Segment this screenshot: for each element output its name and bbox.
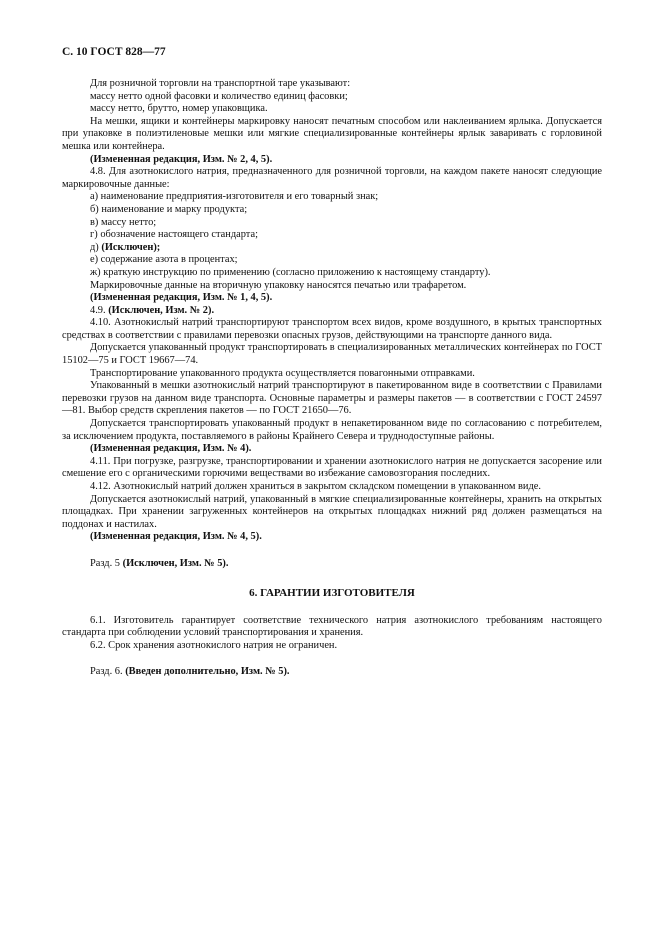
spacer (62, 544, 602, 558)
section-excluded: (Исключен, Изм. № 5). (122, 557, 229, 569)
list-item: г) обозначение настоящего стандарта; (90, 229, 258, 241)
spacer (62, 571, 602, 587)
section-5-note (62, 558, 602, 571)
paragraph: Упакованный в мешки азотнокислый натрий транспортируют в пакетированном виде в соответствии с Правилами перевозки грузов на данном виде транспорта. Основные параметры и размеры пакетов — в соответствии с ГОСТ 24597—81. Выбор средств скрепления пакетов — по ГОСТ 21650—76. (62, 380, 602, 417)
list-item: в) массу нетто; (90, 216, 157, 228)
page-header: С. 10 ГОСТ 828—77 (62, 46, 166, 58)
section-ref: Разд. 6. (90, 666, 123, 678)
document-page (62, 46, 602, 679)
list-item: б) наименование и марку продукта; (90, 203, 248, 215)
section-added: (Введен дополнительно, Изм. № 5). (125, 666, 290, 678)
clause-6-1: 6.1. Изготовитель гарантирует соответствие технического натрия азотнокислого требованиям настоящего стандарта при соблюдении условий транспортирования и хранения. (62, 614, 602, 639)
clause-4-11: 4.11. При погрузке, разгрузке, транспортировании и хранении азотнокислого натрия не допускается засорение или смешение его с органическими горючими веществами во избежание самовозгорания последних. (62, 455, 602, 480)
list-item-excluded: (Исключен); (101, 241, 161, 253)
list-item: ж) краткую инструкцию по применению (согласно приложению к настоящему стандарту). (90, 266, 491, 278)
list-item-prefix: д) (90, 241, 99, 253)
list-item: а) наименование предприятия-изготовителя и его товарный знак; (90, 191, 379, 203)
paragraph: массу нетто одной фасовки и количество единиц фасовки; (90, 90, 348, 102)
revision-note: (Измененная редакция, Изм. № 4, 5). (90, 531, 262, 543)
paragraph: Для розничной торговли на транспортной таре указывают: (90, 78, 351, 89)
spacer (62, 652, 602, 666)
paragraph: Транспортирование упакованного продукта осуществляется повагонными отправками. (90, 367, 475, 379)
clause-4-12: 4.12. Азотнокислый натрий должен храниться в закрытом складском помещении в упакованном виде. (90, 481, 541, 492)
paragraph: Допускается упакованный продукт транспортировать в специализированных металлических контейнерах по ГОСТ 15102—75 и ГОСТ 19667—74. (62, 342, 602, 367)
clause-6-2: 6.2. Срок хранения азотнокислого натрия не ограничен. (90, 639, 338, 651)
list-item (62, 242, 602, 255)
paragraph: Маркировочные данные на вторичную упаковку наносятся печатью или трафаретом. (90, 279, 467, 291)
clause-excluded: (Исключен, Изм. № 2). (108, 304, 215, 316)
paragraph: Допускается азотнокислый натрий, упакованный в мягкие специализированные контейнеры, хранить на открытых площадках. При хранении загруженных контейнеров на открытых площадках нижний ряд должен размещаться на поддонах и настилах. (62, 493, 602, 530)
section-ref: Разд. 5 (90, 557, 120, 569)
revision-note: (Измененная редакция, Изм. № 4). (90, 443, 252, 455)
section-6-title: 6. ГАРАНТИИ ИЗГОТОВИТЕЛЯ (249, 586, 415, 599)
list-item: е) содержание азота в процентах; (90, 254, 238, 266)
section-6-note (62, 666, 602, 679)
revision-note: (Измененная редакция, Изм. № 2, 4, 5). (90, 153, 273, 165)
paragraph: Допускается транспортировать упакованный продукт в непакетированном виде по согласованию с потребителем, за исключением продукта, поставляемого в районы Крайнего Севера и труднодоступные районы. (62, 418, 602, 442)
paragraph: На мешки, ящики и контейнеры маркировку наносят печатным способом или наклеиванием ярлыка. Допускается при упаковке в полиэтиленовые мешки или мягкие специализированные контейнеры ярлык заваривать с горловиной мешка или контейнера. (62, 115, 602, 152)
spacer (62, 599, 602, 615)
clause-number: 4.9. (90, 304, 106, 316)
clause-4-8: 4.8. Для азотнокислого натрия, предназначенного для розничной торговли, на каждом пакете наносят следующие маркировочные данные: (62, 166, 602, 190)
clause-4-10: 4.10. Азотнокислый натрий транспортируют транспортом всех видов, кроме воздушного, в крытых транспортных средствах в соответствии с правилами перевозки опасных грузов, действующими на транспорте данного вида. (62, 317, 602, 341)
clause-4-9 (62, 305, 602, 318)
paragraph: массу нетто, брутто, номер упаковщика. (90, 103, 268, 115)
revision-note: (Измененная редакция, Изм. № 1, 4, 5). (90, 292, 273, 304)
